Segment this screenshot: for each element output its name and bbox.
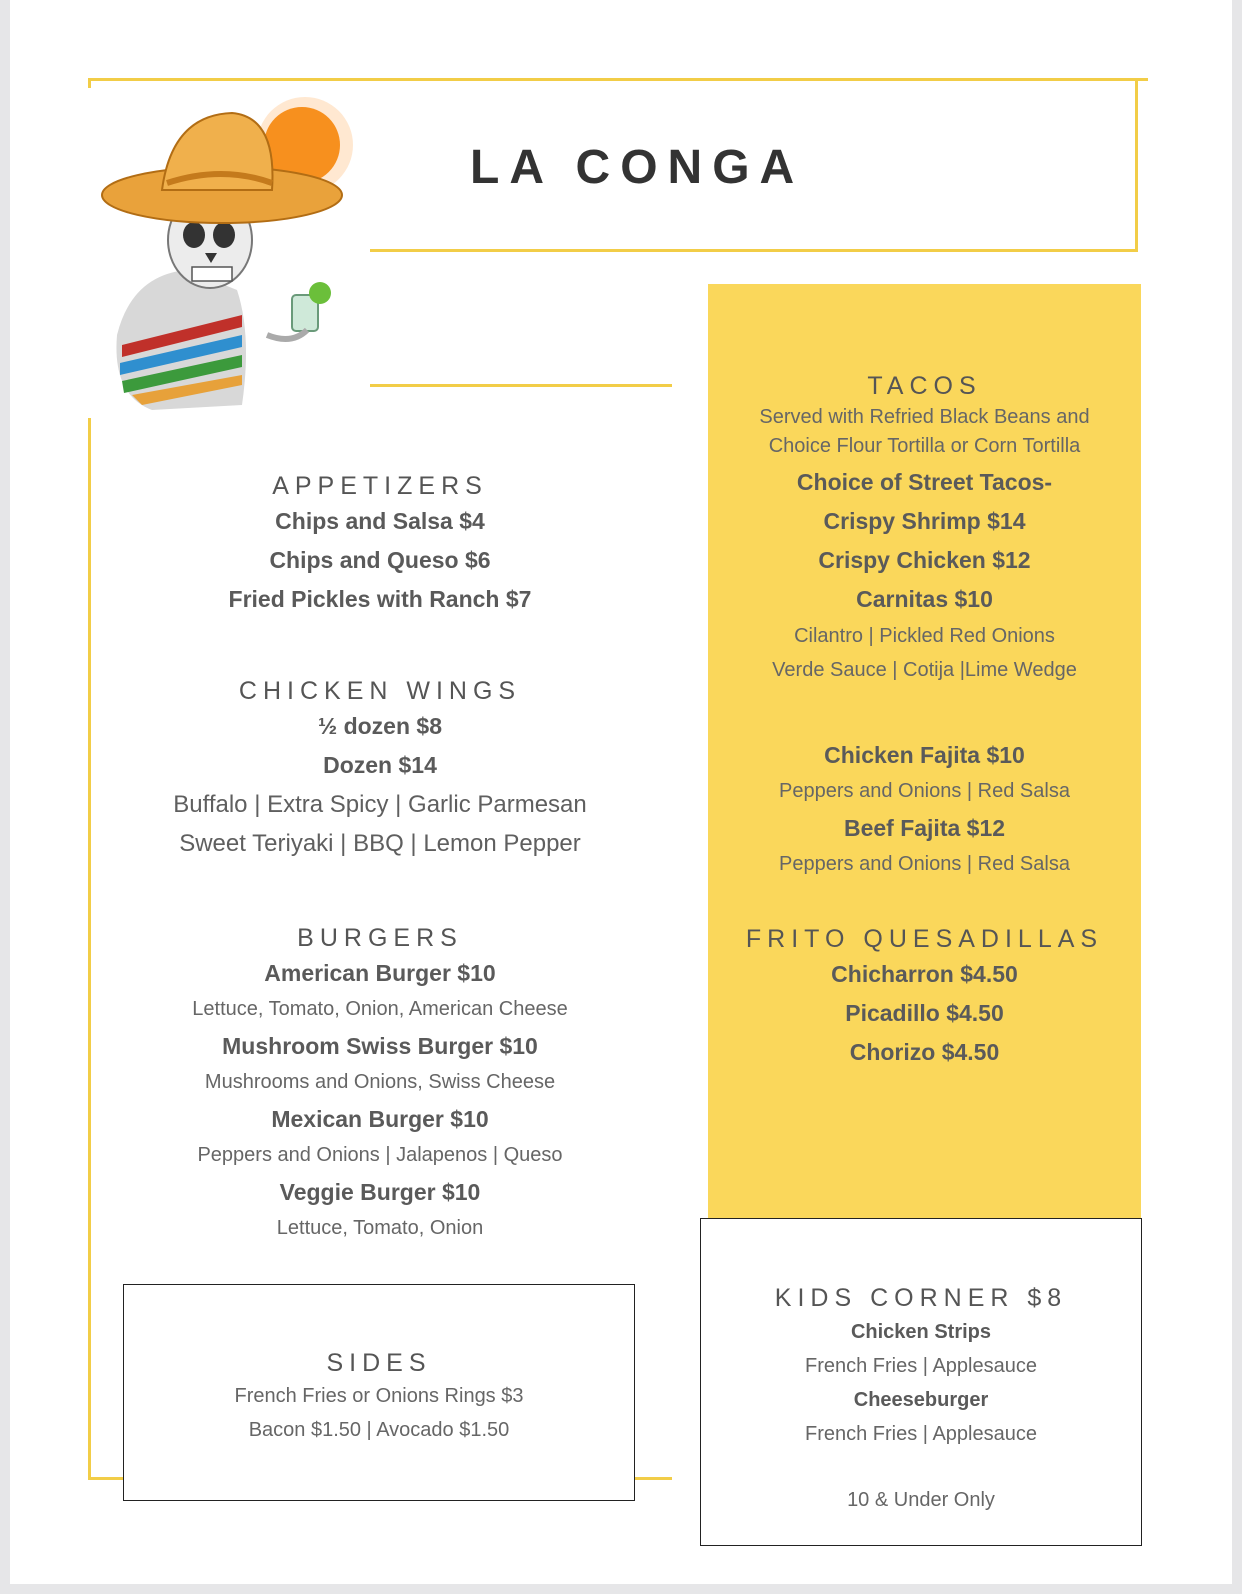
frame-mid-line [370, 384, 672, 387]
menu-item: Dozen $14 [323, 752, 437, 778]
burgers-section [90, 922, 670, 1246]
menu-item: Veggie Burger $10 [279, 1179, 481, 1205]
menu-item: Fried Pickles with Ranch $7 [228, 586, 532, 612]
kids-heading: KIDS CORNER $8 [774, 1284, 1068, 1312]
frame-right-line [1135, 78, 1138, 252]
menu-item: American Burger $10 [264, 960, 496, 986]
skeleton-sombrero-icon [92, 95, 362, 415]
wing-flavors: Buffalo | Extra Spicy | Garlic Parmesan [173, 791, 587, 818]
menu-item-desc: Peppers and Onions | Jalapenos | Queso [197, 1144, 563, 1166]
menu-item: Chips and Salsa $4 [275, 508, 485, 534]
menu-item-desc: Lettuce, Tomato, Onion [276, 1217, 484, 1239]
menu-item: Choice of Street Tacos- [796, 469, 1053, 495]
menu-item: Mexican Burger $10 [271, 1106, 489, 1132]
menu-item: ½ dozen $8 [318, 713, 442, 739]
tacos-heading: TACOS [867, 372, 982, 400]
menu-item: Chicken Fajita $10 [824, 742, 1025, 768]
menu-item: Beef Fajita $12 [843, 815, 1006, 841]
quesadillas-heading: FRITO QUESADILLAS [745, 925, 1104, 953]
sides-heading: SIDES [326, 1349, 432, 1377]
sides-line: French Fries or Onions Rings $3 [234, 1385, 524, 1407]
kids-box [700, 1218, 1142, 1546]
menu-item: Carnitas $10 [856, 586, 993, 612]
logo [92, 95, 362, 415]
wings-heading: CHICKEN WINGS [238, 677, 522, 705]
wings-section [90, 675, 670, 863]
menu-item: Picadillo $4.50 [845, 1000, 1004, 1026]
fajitas-section [708, 736, 1141, 882]
appetizers-section [90, 470, 670, 619]
burgers-heading: BURGERS [297, 924, 463, 952]
kids-note: 10 & Under Only [847, 1489, 995, 1511]
menu-item: Cheeseburger [853, 1389, 989, 1411]
tacos-toppings: Cilantro | Pickled Red Onions [794, 625, 1055, 647]
menu-item: Crispy Chicken $12 [818, 547, 1031, 573]
frame-top-line [88, 78, 1148, 81]
tacos-note: Served with Refried Black Beans and [759, 406, 1090, 428]
wing-flavors: Sweet Teriyaki | BBQ | Lemon Pepper [179, 830, 581, 857]
menu-item: Chicharron $4.50 [831, 961, 1018, 987]
appetizers-heading: APPETIZERS [272, 472, 488, 500]
menu-item-desc: French Fries | Applesauce [805, 1423, 1037, 1445]
sides-line: Bacon $1.50 | Avocado $1.50 [248, 1419, 510, 1441]
restaurant-title: LA CONGA [470, 141, 805, 194]
menu-item-desc: Peppers and Onions | Red Salsa [779, 853, 1070, 875]
sides-box [123, 1284, 635, 1501]
menu-item: Chicken Strips [850, 1321, 992, 1343]
tacos-note: Choice Flour Tortilla or Corn Tortilla [768, 435, 1081, 457]
frame-top-left-stub [88, 78, 91, 88]
tacos-section [708, 369, 1141, 687]
menu-page [10, 0, 1232, 1584]
tacos-toppings: Verde Sauce | Cotija |Lime Wedge [772, 659, 1077, 681]
menu-item-desc: Lettuce, Tomato, Onion, American Cheese [192, 998, 568, 1020]
menu-item: Chips and Queso $6 [269, 547, 491, 573]
menu-item-desc: Mushrooms and Onions, Swiss Cheese [204, 1071, 556, 1093]
menu-item-desc: Peppers and Onions | Red Salsa [779, 780, 1070, 802]
menu-item: Chorizo $4.50 [849, 1039, 1000, 1065]
frame-title-underline [370, 249, 1138, 252]
menu-item: Crispy Shrimp $14 [823, 508, 1026, 534]
menu-item-desc: French Fries | Applesauce [805, 1355, 1037, 1377]
quesadillas-section [708, 923, 1141, 1072]
menu-item: Mushroom Swiss Burger $10 [222, 1033, 538, 1059]
